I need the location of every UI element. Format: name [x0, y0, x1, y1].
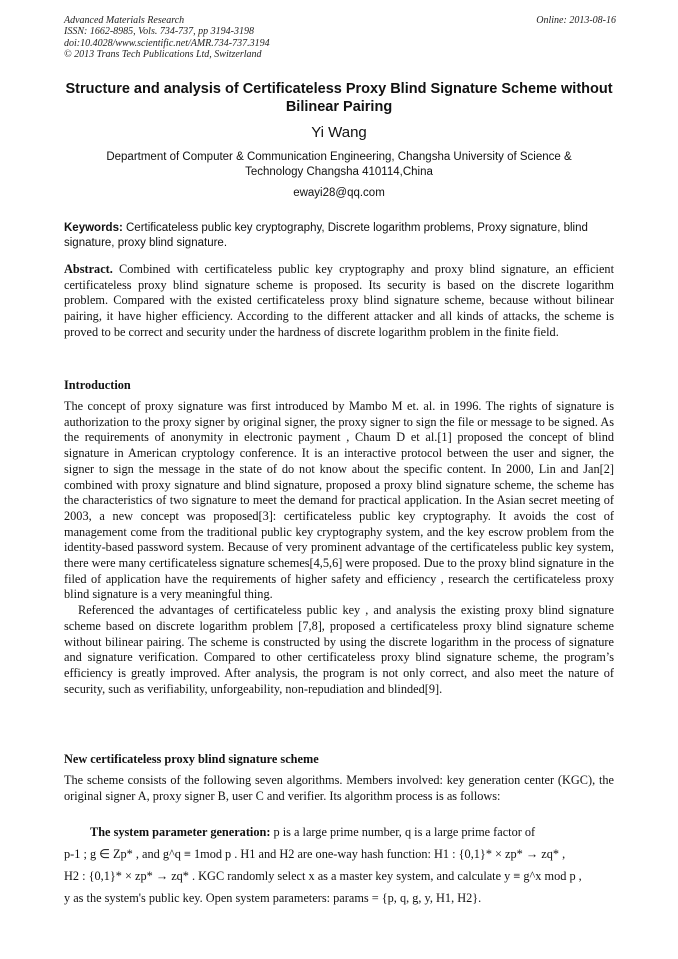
copyright-line: © 2013 Trans Tech Publications Ltd, Switzerland: [64, 48, 262, 60]
author-email: ewayi28@qq.com: [293, 187, 385, 199]
keywords-text: Certificateless public key cryptography, Discrete logarithm problems, Proxy signature, blind signature, proxy blind signature.: [64, 222, 588, 249]
journal-name: Advanced Materials Research: [64, 15, 185, 26]
keywords: [64, 221, 614, 251]
param-label: The system parameter generation:: [90, 825, 271, 839]
param-text-1: p is a large prime number, q is a large prime factor of: [270, 825, 536, 839]
intro-paragraph-2: Referenced the advantages of certificateless public key , and analysis the existing proxy blind signature scheme based on discrete logarithm problem [7,8], proposed a certificateless proxy blind signature scheme without bilinear pairing. The scheme is constructed by using the discrete logarithm in the process of signature and signature verification. Compared to other certificateless proxy blind signature scheme, the program’s efficiency is greatly improved. After analysis, the program is not only correct, and also meet the nature of security, such as verifiability, unforgeability, non-repudiation and blinded[9].: [64, 603, 614, 696]
intro-paragraph-1: The concept of proxy signature was first introduced by Mambo M et. al. in 1996. The rights of signature is authorization to the proxy signer by original signer, the proxy signer to sign the file or message to be signed. As the requirements of anonymity in electronic payment , Chaum D et al.[1] proposed the concept of blind signature in American cryptology conference. It is an interactive protocol between the user and signer, the signer to sign the message in the state of do not know about the specific content. In 2000, Lin and Jan[2] combined with proxy signature and blind signature, proposed a proxy blind signature scheme, the scheme has the characteristics of two signature to meet the demand for practical application. In the Asian secret meeting of 2003, a new concept was proposed[3]: certificateless public key cryptography. It avoids the cost of management come from the traditional public key cryptography system, and the key escrow problem from the identity-based password system. Because of very prominent advantage of the certificateless public key system, there were many certificateless signature schemes[4,5,6] were proposed. Due to the proxy blind signature in the filed of application have the requirements of higher safety and efficiency , research the certificateless proxy blind signature is a very meaningful thing.: [64, 399, 614, 602]
param-line-1: [64, 821, 616, 843]
paper-title: Structure and analysis of Certificateless Proxy Blind Signature Scheme without Bilinear Pairing: [65, 81, 613, 115]
param-line-4: y as the system's public key. Open system parameters: params = {p, q, g, y, H1, H2}.: [64, 891, 482, 905]
scheme-heading: New certificateless proxy blind signature scheme: [64, 752, 319, 766]
author-name: Yi Wang: [311, 124, 367, 141]
param-line-3: H2 : {0,1}* × zp* → zq* . KGC randomly select x as a master key system, and calculate y ≡ g^x mod p ,: [64, 869, 582, 883]
abstract: [64, 262, 614, 341]
doi-line: doi:10.4028/www.scientific.net/AMR.734-737.3194: [64, 37, 270, 49]
issn-line: ISSN: 1662-8985, Vols. 734-737, pp 3194-3198: [64, 26, 254, 38]
param-line-2: p-1 ; g ∈ Zp* , and g^q ≡ 1mod p . H1 and H2 are one-way hash function: H1 : {0,1}* × zp* → zq* ,: [64, 847, 566, 861]
journal-header: [64, 15, 616, 60]
abstract-label: Abstract.: [64, 262, 113, 276]
keywords-label: Keywords:: [64, 222, 123, 234]
system-parameters: [64, 821, 616, 909]
online-date: Online: 2013-08-16: [536, 15, 616, 26]
introduction-heading: Introduction: [64, 378, 131, 392]
scheme-paragraph-1: The scheme consists of the following seven algorithms. Members involved: key generation center (KGC), the original signer A, proxy signer B, user C and verifier. Its algorithm process is as follows:: [64, 773, 614, 803]
affiliation: Department of Computer & Communication Engineering, Changsha University of Science & Technology Changsha 410114,China: [106, 151, 572, 178]
scheme-body: [64, 773, 614, 804]
abstract-text: Combined with certificateless public key cryptography and proxy blind signature, an efficient certificateless proxy blind signature scheme is proposed. Its security is based on the discrete logarithm problem. Compared with the existed certificateless proxy blind signature scheme, because without bilinear pairing, it have higher efficiency. According to the different attacker and all kinds of attacks, the scheme is proved to be correct and security under the hardness of discrete logarithm problem in the finite field.: [64, 262, 614, 339]
introduction-body: [64, 399, 614, 697]
